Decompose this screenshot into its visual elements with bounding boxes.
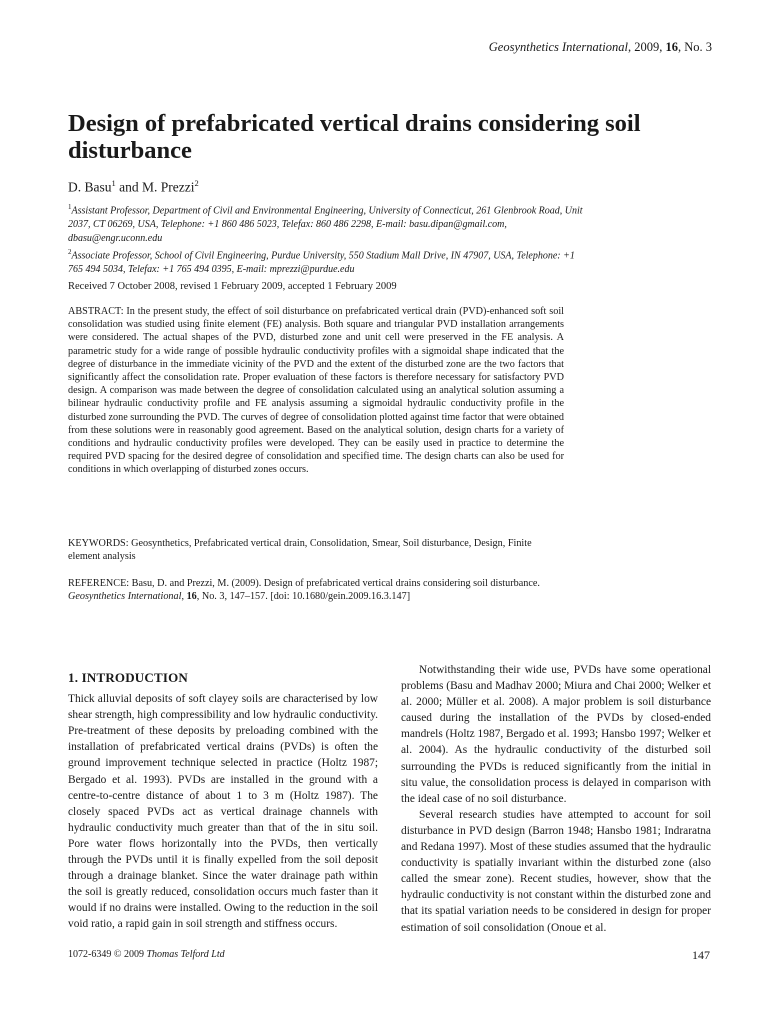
reference-prefix: REFERENCE: Basu, D. and Prezzi, M. (2009). Design of prefabricated vertical drains considering soil disturbance. bbox=[68, 578, 540, 589]
section-heading-introduction: 1. INTRODUCTION bbox=[68, 670, 189, 685]
footer-copyright bbox=[68, 949, 225, 960]
journal-header bbox=[489, 40, 712, 55]
footer-copyright-year: © 2009 bbox=[111, 949, 147, 960]
author-2-affil-mark: 2 bbox=[194, 178, 199, 188]
abstract: ABSTRACT: In the present study, the effect of soil disturbance on prefabricated vertical drain (PVD)-enhanced soft soil consolidation was studied using finite element (FE) analysis. Both square and triangular PVD installation arrangements were considered. The actual shapes of the PVD, disturbed zone and unit cell were preserved in the FE analysis. A parametric study for a wide range of possible hydraulic conductivity profiles with a sigmoidal shape indicated that the degree of disturbance in the immediate vicinity of the PVD and the extent of the disturbed zone are the two factors that significantly affect the consolidation rate. Proper evaluation of these factors is therefore necessary for satisfactory PVD design. A comparison was made between the degree of consolidation calculated using an analytical solution assuming a bilinear hydraulic conductivity profile and FE analysis assuming a sigmoidal hydraulic conductivity profile in the disturbed zone surrounding the PVD. The curves of degree of consolidation plotted against time factor that were obtained from these solutions were in reasonably good agreement. Based on the analytical solution, design charts for a variety of conditions and hydraulic conductivity profiles were developed. They can be easily used in practice to determine the required PVD spacing for the desired degree of consolidation and specified time. The design charts can also be used for conditions in which overlapping of disturbed zones occurs. bbox=[68, 306, 564, 476]
journal-volume: 16 bbox=[665, 40, 678, 54]
affiliation-2-text: Associate Professor, School of Civil Engineering, Purdue University, 550 Stadium Mall Drive, IN 47907, USA, Telephone: +1 765 494 5034, Telefax: +1 765 494 0395, E-mail: mprezzi@purdue.edu bbox=[68, 250, 575, 275]
received-dates: Received 7 October 2008, revised 1 February 2009, accepted 1 February 2009 bbox=[68, 281, 397, 292]
affiliations bbox=[68, 201, 588, 277]
affiliation-1-text: Assistant Professor, Department of Civil and Environmental Engineering, University of Connecticut, 261 Glenbrook Road, Unit 2037, CT 06269, USA, Telephone: +1 860 486 5023, Telefax: 860 486 2298, E-mail: basu.dipan@gmail.com, dbasu@engr.uconn.edu bbox=[68, 205, 583, 244]
affiliation-1 bbox=[68, 201, 588, 246]
keywords: KEYWORDS: Geosynthetics, Prefabricated vertical drain, Consolidation, Smear, Soil disturbance, Design, Finite element analysis bbox=[68, 538, 532, 563]
reference-sep: , bbox=[181, 591, 187, 603]
affiliation-2 bbox=[68, 246, 588, 277]
intro-paragraph-2: Notwithstanding their wide use, PVDs have some operational problems (Basu and Madhav 2000; Miura and Chai 2000; Welker et al. 2000; Müller et al. 2008). A major problem is soil disturbance caused during the installation of the PVDs by closed-ended mandrels (Holtz 1987, Bergado et al. 1993; Hansbo 1997; Welker et al. 2004). As the hydraulic conductivity of the disturbed soil surrounding the PVDs is reduced significantly from the initial in situ value, the consolidation process is delayed in comparison with the ideal case of no soil disturbance. bbox=[401, 664, 711, 805]
author-list bbox=[68, 178, 199, 196]
footer-publisher: Thomas Telford Ltd bbox=[146, 949, 225, 960]
reference-rest: , No. 3, 147–157. [doi: 10.1680/gein.2009.16.3.147] bbox=[196, 591, 411, 603]
author-2: M. Prezzi bbox=[142, 179, 195, 195]
footer-issn: 1072-6349 bbox=[68, 949, 112, 960]
author-1: D. Basu bbox=[68, 179, 112, 195]
citation-reference bbox=[68, 577, 564, 603]
journal-year: , 2009, bbox=[627, 40, 666, 54]
affiliation-1-mark: 1 bbox=[68, 203, 72, 211]
reference-volume: 16 bbox=[186, 591, 197, 603]
intro-paragraph-1: Thick alluvial deposits of soft clayey soils are characterised by low shear strength, high compressibility and low hydraulic conductivity. Pre-treatment of these deposits by preloading combined with the installation of prefabricated vertical drains (PVDs) is often the ground improvement technique selected in practice (Holtz 1987; Bergado et al. 1993). PVDs are installed in the ground with a centre-to-centre distance of about 1 to 3 m (Holtz 1987). The closely spaced PVDs act as vertical drainage channels with hydraulic conductivity much greater than that of the in situ soil. Pore water flows horizontally into the PVDs, then vertically through the PVDs until it is finally expelled from the soil deposit through a drainage blanket. Since the water drainage path within the soil is greatly reduced, consolidation occurs much faster than it would if no drains were installed. Owing to the reduction in the soil void ratio, a rapid gain in soil strength and stiffness occurs. bbox=[68, 693, 378, 931]
affiliation-2-mark: 2 bbox=[68, 247, 72, 256]
journal-issue: , No. 3 bbox=[677, 40, 712, 54]
journal-name: Geosynthetics International bbox=[488, 40, 628, 54]
intro-paragraph-3: Several research studies have attempted to account for soil disturbance in PVD design (Barron 1948; Hansbo 1981; Indraratna and Redana 1997). Most of these studies assumed that the hydraulic conductivity is spatially invariant within the disturbed zone (also called the smear zone). Recent studies, however, show that the hydraulic conductivity is not constant within the disturbed zone and that its spatial variation needs to be considered in design for proper estimation of soil consolidation (Onoue et al. bbox=[401, 808, 711, 934]
column-left bbox=[68, 662, 378, 933]
reference-journal: Geosynthetics International bbox=[68, 591, 182, 603]
page-number: 147 bbox=[692, 948, 710, 962]
paper-title: Design of prefabricated vertical drains considering soil disturbance bbox=[68, 110, 641, 164]
column-right bbox=[401, 662, 711, 936]
author-conjunction: and bbox=[115, 179, 142, 195]
author-1-affil-mark: 1 bbox=[111, 178, 116, 188]
